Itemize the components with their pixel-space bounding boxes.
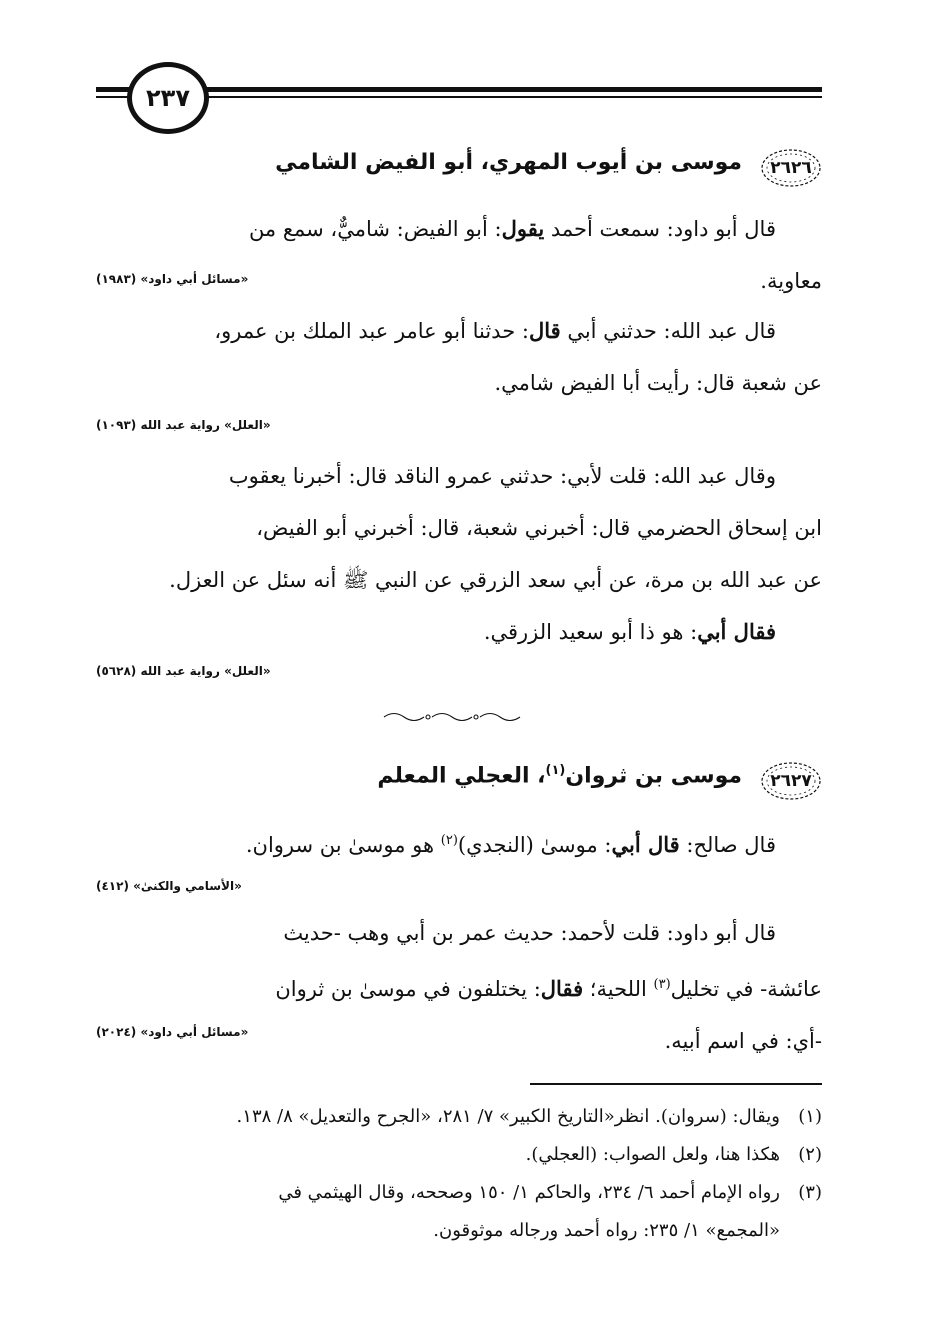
entry-heading bbox=[96, 148, 822, 192]
source-citation: «مسائل أبي داود» (٢٠٢٤) bbox=[96, 1025, 249, 1039]
footnote-item: (٣)رواه الإمام أحمد ٦/ ٢٣٤، والحاكم ١/ ١٥٠ وصححه، وقال الهيثمي في bbox=[278, 1182, 822, 1203]
entry-number-badge: ٢٦٢٦ bbox=[760, 148, 822, 188]
footnote-ref: (١) bbox=[545, 763, 566, 778]
footnotes bbox=[96, 1098, 822, 1250]
entry-paragraph: قال صالح: قال أبي: موسىٰ (النجدي)$^{(٢)}$ هو موسىٰ بن سروان. bbox=[245, 832, 776, 857]
footnote-separator bbox=[530, 1083, 822, 1085]
source-citation: «العلل» رواية عبد الله (١٠٩٣) bbox=[96, 418, 271, 432]
entry-title: موسى بن ثروان$^{(١)}$، العجلي المعلم bbox=[377, 763, 742, 789]
entry-heading bbox=[96, 761, 822, 805]
entry-paragraph: وقال عبد الله: قلت لأبي: حدثني عمرو الناقد قال: أخبرنا يعقوب ابن إسحاق الحضرمي قال: أخبرني شعبة، قال: أخبرني أبو الفيض، عن عبد الله بن مرة، عن أبي سعد الزرقي عن النبي ﷺ أنه سئل عن العزل. فقال أبي: هو ذا أبو سعيد الزرقي. bbox=[169, 464, 822, 644]
footnote-ref: (٣) bbox=[653, 977, 671, 992]
footnote-item-continued: «المجمع» ١/ ٢٣٥: رواه أحمد ورجاله موثوقون. bbox=[433, 1220, 780, 1241]
footnote-item: (٢)هكذا هنا، ولعل الصواب: (العجلي). bbox=[525, 1144, 822, 1165]
source-citation: «الأسامي والكنىٰ» (٤١٢) bbox=[96, 879, 242, 893]
entry-paragraph: قال أبو داود: قلت لأحمد: حديث عمر بن أبي وهب -حديث عائشة- في تخليل$^{(٣)}$ اللحية؛ فقال: يختلفون في موسىٰ بن ثروان -أي: في اسم أبيه. bbox=[275, 921, 822, 1053]
entry-title: موسى بن أيوب المهري، أبو الفيض الشامي bbox=[275, 150, 742, 175]
page-number: ٢٣٧ bbox=[127, 62, 209, 134]
entry-paragraph: قال عبد الله: حدثني أبي قال: حدثنا أبو عامر عبد الملك بن عمرو، عن شعبة قال: رأيت أبا الفيض شامي. bbox=[214, 318, 822, 395]
entry-number-badge: ٢٦٢٧ bbox=[760, 761, 822, 801]
entry-paragraph: قال أبو داود: سمعت أحمد يقول: أبو الفيض: شاميٌّ، سمع من معاوية. bbox=[248, 216, 822, 293]
ornamental-divider bbox=[380, 710, 530, 724]
footnote-ref: (٢) bbox=[440, 833, 458, 848]
source-citation: «مسائل أبي داود» (١٩٨٣) bbox=[96, 272, 249, 286]
source-citation: «العلل» رواية عبد الله (٥٦٢٨) bbox=[96, 664, 271, 678]
footnote-item: (١)ويقال: (سروان). انظر«التاريخ الكبير» ٧/ ٢٨١، «الجرح والتعديل» ٨/ ١٣٨. bbox=[236, 1106, 822, 1127]
